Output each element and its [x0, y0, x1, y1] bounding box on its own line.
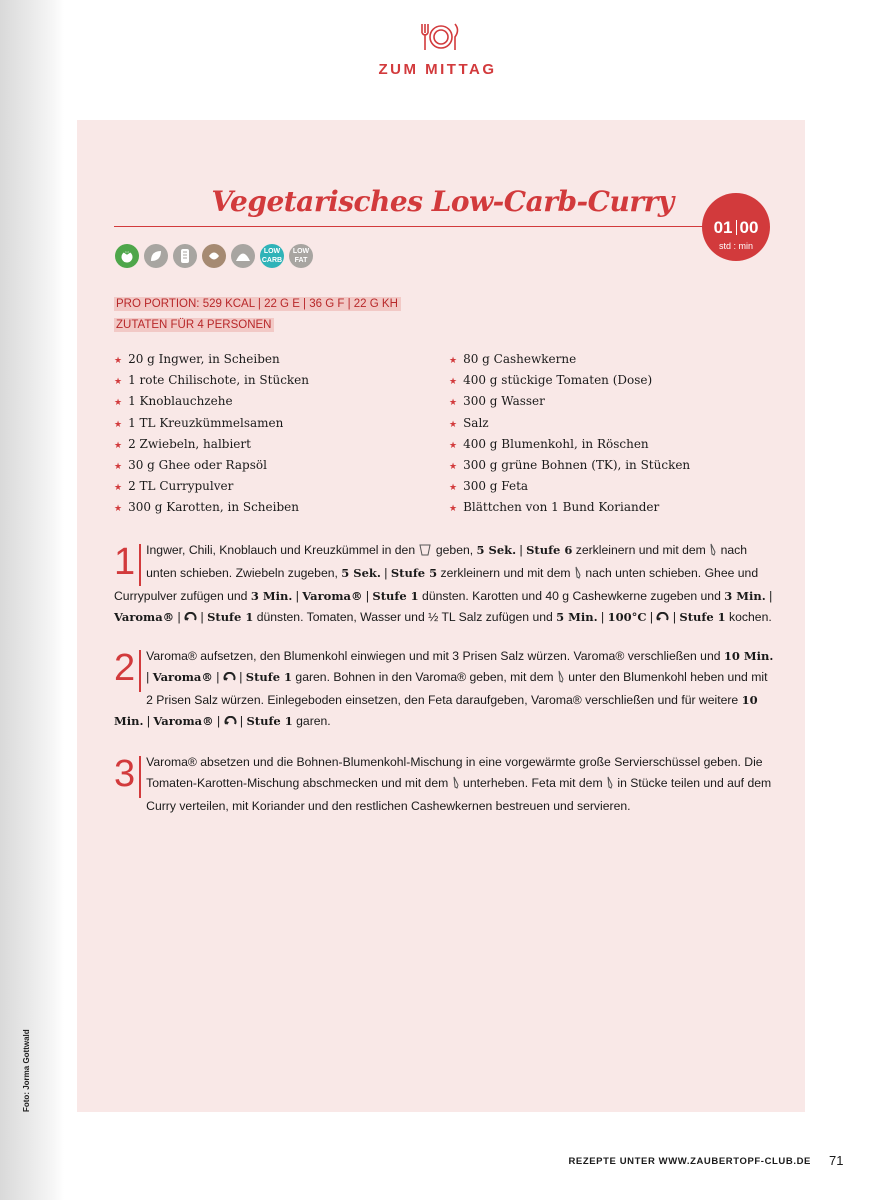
step-parameter: 3 Min.: [724, 589, 766, 603]
low-fat-icon: [289, 244, 313, 268]
reverse-icon: [656, 609, 669, 630]
ingredient-item: ★ 300 g Karotten, in Scheiben: [114, 500, 299, 515]
servings-info: ZUTATEN FÜR 4 PERSONEN: [114, 318, 274, 332]
shell-icon: [231, 244, 255, 268]
plate-cutlery-icon: [419, 22, 463, 52]
reverse-icon: [184, 609, 197, 630]
step-text: Varoma® absetzen und die Bohnen-Blumenkohl-Mischung in eine vorgewärmte große Servierschüssel geben. Die Tomaten-Karotten-Mischung abschmecken und mit dem unterheben. Feta mit dem in Stücke teilen und auf dem Curry verteilen, mit Koriander und den restlichen Cashewkernen bestreuen und servieren.: [146, 755, 772, 813]
ingredient-item: ★ 300 g Feta: [449, 479, 529, 494]
grain-icon: [173, 244, 197, 268]
step-parameter: 5 Sek.: [341, 566, 381, 580]
step-parameter: 10 Min.: [723, 649, 774, 663]
ingredient-item: ★ 400 g stückige Tomaten (Dose): [449, 373, 653, 388]
vegetarian-tomato-icon: [115, 244, 139, 268]
low-fat-line2: FAT: [294, 257, 308, 264]
step-text: Ingwer, Chili, Knoblauch und Kreuzkümmel in den geben, 5 Sek. | Stufe 6 zerkleinern und mit dem nach unten schieben. Zwiebeln zugeben, 5 Sek. | Stufe 5 zerkleinern und mit dem nach unten schieben. Ghee und Currypulver zufügen und 3 Min. | Varoma® | Stufe 1 dünsten. Karotten und 40 g Cashewkerne zugeben und 3 Min. | Varoma® | | Stufe 1 dünsten. Tomaten, Wasser und ½ TL Salz zufügen und 5 Min. | 100°C | | Stufe 1 kochen.: [114, 543, 772, 624]
ingredient-item: ★ 2 TL Currypulver: [114, 479, 234, 494]
spatula-icon: [557, 669, 565, 690]
step-parameter: Stufe 1: [245, 670, 293, 684]
step-number: 3: [114, 756, 141, 798]
step-parameter: Stufe 5: [390, 566, 438, 580]
step-parameter: Varoma®: [152, 670, 213, 684]
time-badge: [702, 193, 770, 261]
ingredients-left: [114, 352, 454, 522]
step-1: [114, 540, 774, 630]
step-3: [114, 752, 774, 817]
step-parameter: 5 Sek.: [476, 543, 517, 557]
step-parameter: Stufe 1: [246, 714, 293, 728]
low-carb-line1: LOW: [263, 248, 281, 255]
spatula-icon: [709, 542, 717, 563]
photo-credit: Foto: Jorma Gottwald: [22, 1029, 31, 1112]
step-parameter: Varoma®: [114, 610, 175, 624]
step-parameter: 10 Min.: [114, 693, 758, 728]
step-2: [114, 646, 774, 734]
ingredient-item: ★ Blättchen von 1 Bund Koriander: [449, 500, 660, 515]
ingredient-item: ★ 30 g Ghee oder Rapsöl: [114, 457, 267, 472]
recipe-title: Vegetarisches Low-Carb-Curry: [211, 185, 674, 218]
step-parameter: 100°C: [607, 610, 647, 624]
step-parameter: Stufe 1: [207, 610, 254, 624]
step-parameter: Varoma®: [153, 714, 214, 728]
spatula-icon: [606, 775, 614, 796]
step-number: 1: [114, 544, 141, 586]
ingredient-item: ★ 2 Zwiebeln, halbiert: [114, 436, 251, 451]
nuts-icon: [202, 244, 226, 268]
step-parameter: 3 Min.: [250, 589, 293, 603]
step-parameter: Stufe 1: [679, 610, 726, 624]
step-number: 2: [114, 650, 141, 692]
ingredient-item: ★ 20 g Ingwer, in Scheiben: [114, 352, 280, 366]
low-fat-line1: LOW: [292, 248, 310, 255]
step-text: Varoma® aufsetzen, den Blumenkohl einwiegen und mit 3 Prisen Salz würzen. Varoma® verschließen und 10 Min. | Varoma® | | Stufe 1 garen. Bohnen in den Varoma® geben, mit dem unter den Blumenkohl heben und mit 2 Prisen Salz würzen. Einlegeboden einsetzen, den Feta daraufgeben, Varoma® verschließen und für weitere 10 Min. | Varoma® | | Stufe 1 garen.: [114, 649, 773, 728]
spatula-icon: [452, 775, 460, 796]
ingredients-right: [449, 352, 789, 522]
page-number: 71: [829, 1153, 844, 1168]
nutrition-info: PRO PORTION: 529 KCAL | 22 G E | 36 G F | 22 G KH: [114, 297, 401, 311]
ingredient-item: ★ 400 g Blumenkohl, in Röschen: [449, 436, 649, 451]
low-carb-line2: CARB: [261, 257, 283, 264]
time-minutes: 00: [739, 218, 759, 237]
ingredient-item: ★ 80 g Cashewkerne: [449, 352, 577, 366]
leaf-icon: [144, 244, 168, 268]
ingredient-item: ★ Salz: [449, 415, 489, 430]
step-parameter: Stufe 1: [372, 589, 419, 603]
time-hours: 01: [713, 218, 733, 237]
step-parameter: Varoma®: [302, 589, 363, 603]
step-parameter: Stufe 6: [526, 543, 573, 557]
ingredient-item: ★ 1 TL Kreuzkümmelsamen: [114, 415, 284, 430]
reverse-icon: [223, 669, 236, 690]
reverse-icon: [224, 713, 237, 734]
page-gutter-shadow: [0, 0, 64, 1200]
section-title: ZUM MITTAG: [378, 61, 497, 78]
ingredient-item: ★ 1 rote Chilischote, in Stücken: [114, 373, 310, 388]
bowl-icon: [418, 542, 432, 563]
step-parameter: 5 Min.: [556, 610, 598, 624]
ingredient-item: ★ 300 g grüne Bohnen (TK), in Stücken: [449, 457, 691, 472]
low-carb-icon: [260, 244, 284, 268]
ingredient-item: ★ 300 g Wasser: [449, 394, 545, 409]
time-label: std : min: [718, 241, 753, 251]
footer-website: REZEPTE UNTER WWW.ZAUBERTOPF-CLUB.DE: [568, 1156, 811, 1167]
title-underline: [114, 226, 714, 227]
spatula-icon: [574, 565, 582, 586]
ingredient-item: ★ 1 Knoblauchzehe: [114, 394, 233, 409]
